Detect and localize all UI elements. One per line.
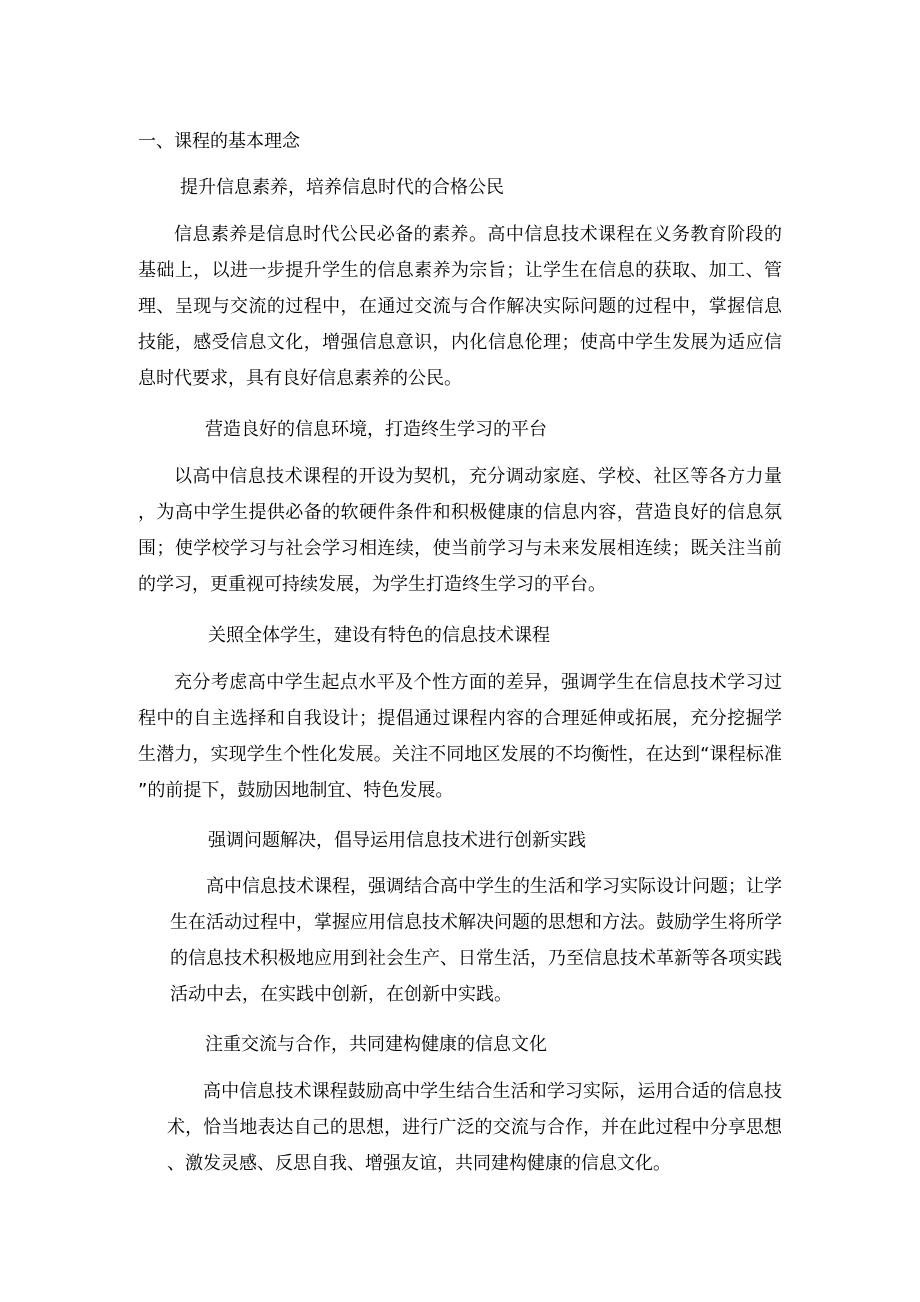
paragraph-3: 充分考虑高中学生起点水平及个性方面的差异，强调学生在信息技术学习过程中的自主选择和自我设计；提倡通过课程内容的合理延伸或拓展，充分挖掘学生潜力，实现学生个性化发展。关注不同地区发展的不均衡性，在达到“课程标准”的前提下，鼓励因地制宜、特色发展。 <box>138 672 782 801</box>
subheading-3: 关照全体学生，建设有特色的信息技术课程 <box>208 625 550 646</box>
subheading-5: 注重交流与合作，共同建构健康的信息文化 <box>205 1034 547 1055</box>
subheading-2: 营造良好的信息环境，打造终生学习的平台 <box>205 419 547 440</box>
subheading-4: 强调问题解决，倡导运用信息技术进行创新实践 <box>208 830 586 851</box>
section-title: 一、课程的基本理念 <box>138 131 300 152</box>
paragraph-1: 信息素养是信息时代公民必备的素养。高中信息技术课程在义务教育阶段的基础上，以进一步提升学生的信息素养为宗旨；让学生在信息的获取、加工、管理、呈现与交流的过程中，在通过交流与合作解决实际问题的过程中，掌握信息技能，感受信息文化，增强信息意识，内化信息伦理；使高中学生发展为适应信息时代要求，具有良好信息素养的公民。 <box>138 224 782 389</box>
paragraph-4: 高中信息技术课程，强调结合高中学生的生活和学习实际设计问题；让学生在活动过程中，掌握应用信息技术解决问题的思想和方法。鼓励学生将所学的信息技术积极地应用到社会生产、日常生活，乃至信息技术革新等各项实践活动中去，在实践中创新，在创新中实践。 <box>170 876 782 1005</box>
subheading-1: 提升信息素养，培养信息时代的合格公民 <box>180 177 504 198</box>
paragraph-2: 以高中信息技术课程的开设为契机，充分调动家庭、学校、社区等各方力量，为高中学生提供必备的软硬件条件和积极健康的信息内容，营造良好的信息氛围；使学校学习与社会学习相连续，使当前学习与未来发展相连续；既关注当前的学习，更重视可持续发展，为学生打造终生学习的平台。 <box>138 466 782 595</box>
paragraph-5: 高中信息技术课程鼓励高中学生结合生活和学习实际，运用合适的信息技术，恰当地表达自己的思想，进行广泛的交流与合作，并在此过程中分享思想、激发灵感、反思自我、增强友谊，共同建构健康的信息文化。 <box>167 1081 782 1174</box>
